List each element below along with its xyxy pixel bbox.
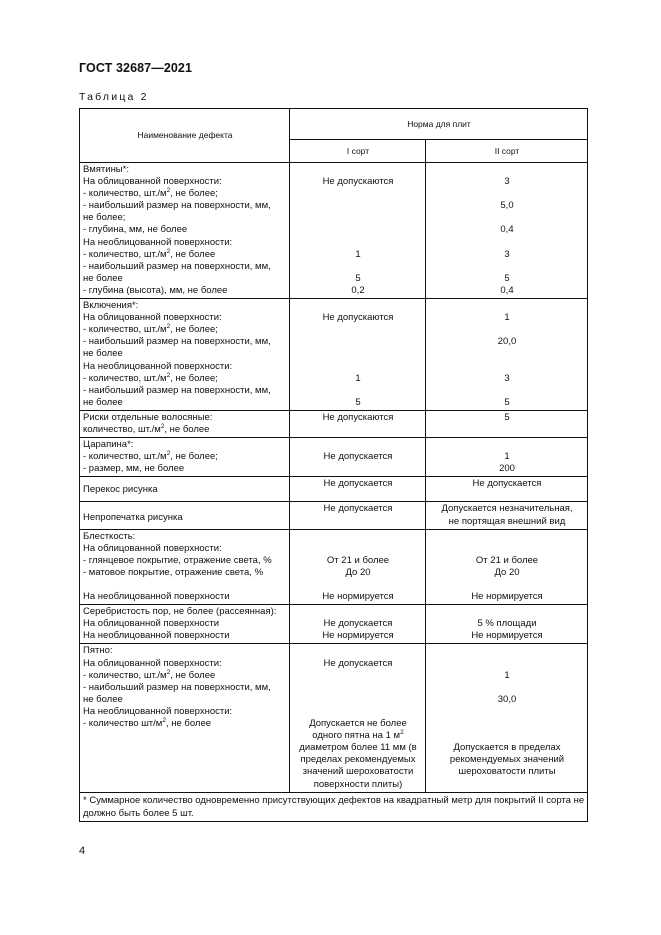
value-line bbox=[429, 706, 585, 718]
grade-1-cell bbox=[290, 605, 426, 644]
text-line: - матовое покрытие, отражение света, % bbox=[83, 566, 264, 578]
text-line: не более; bbox=[83, 212, 126, 224]
value-line: Не допускается bbox=[323, 478, 393, 490]
text-line: - количество, $шт./м^2$, не более; bbox=[83, 187, 218, 200]
table-row bbox=[80, 299, 588, 411]
value-line: 1 bbox=[504, 312, 510, 324]
value-line bbox=[293, 706, 423, 718]
text-line: не более bbox=[83, 396, 123, 408]
defect-title: Царапина*: bbox=[83, 439, 134, 451]
value-line: 200 bbox=[499, 463, 515, 475]
defect-title: Риски отдельные волосяные: bbox=[83, 411, 213, 423]
text-line: - количество $шт/м^2$, не более bbox=[83, 717, 212, 730]
value-line: не портящая внешний вид bbox=[448, 515, 566, 527]
text-line bbox=[83, 779, 287, 791]
value-line: 0,4 bbox=[500, 224, 514, 236]
value-line bbox=[293, 348, 423, 360]
text-line: - количество, $шт./м^2$, не более; bbox=[83, 323, 218, 336]
defect-title: Пятно: bbox=[83, 645, 113, 657]
value-line: 5 bbox=[355, 396, 361, 408]
table-row bbox=[80, 644, 588, 792]
value-line: 3 bbox=[504, 248, 510, 260]
defect-title: Непропечатка рисунка bbox=[83, 512, 183, 524]
value-line: Не допускается bbox=[472, 478, 542, 490]
text-line bbox=[83, 766, 287, 778]
grade-1-cell bbox=[290, 410, 426, 437]
value-line bbox=[293, 531, 423, 543]
value-line: До 20 bbox=[345, 566, 371, 578]
defect-name-cell bbox=[80, 605, 290, 644]
text-line: - глубина (высота), мм, не более bbox=[83, 284, 228, 296]
value-line bbox=[429, 682, 585, 694]
header-grade-1: I сорт bbox=[290, 140, 426, 163]
value-line: Допускается незначительная, bbox=[441, 503, 573, 515]
value-line bbox=[429, 261, 585, 273]
text-line bbox=[83, 742, 287, 754]
value-line: Не нормируется bbox=[471, 591, 543, 603]
value-line bbox=[429, 606, 585, 618]
value-line bbox=[293, 579, 423, 591]
text-line: На необлицованной поверхности: bbox=[83, 705, 233, 717]
value-line: Не допускается bbox=[323, 451, 393, 463]
footnote: * Суммарное количество одновременно присутствующих дефектов на квадратный метр для покрытий II сорта не должно быть более 5 шт. bbox=[80, 792, 588, 821]
text-line: - количество, $шт./м^2$, не более; bbox=[83, 371, 218, 384]
grade-1-cell bbox=[290, 529, 426, 605]
value-line bbox=[429, 718, 585, 730]
value-line bbox=[293, 300, 423, 312]
value-line bbox=[293, 164, 423, 176]
value-line bbox=[429, 348, 585, 360]
table-row bbox=[80, 605, 588, 644]
table-row bbox=[80, 163, 588, 299]
value-line bbox=[293, 682, 423, 694]
value-line bbox=[293, 439, 423, 451]
grade-2-cell bbox=[426, 605, 588, 644]
value-line: значений шероховатости bbox=[302, 766, 414, 778]
value-line: пределах рекомендуемых bbox=[300, 754, 416, 766]
value-line: 30,0 bbox=[497, 693, 517, 705]
defect-name-cell bbox=[80, 299, 290, 411]
table-row bbox=[80, 410, 588, 437]
page-number: 4 bbox=[79, 845, 86, 857]
value-line bbox=[293, 200, 423, 212]
text-line: - глубина, мм, не более bbox=[83, 224, 188, 236]
value-line bbox=[293, 463, 423, 475]
grade-1-cell bbox=[290, 644, 426, 792]
grade-2-cell bbox=[426, 410, 588, 437]
value-line bbox=[429, 164, 585, 176]
value-line bbox=[429, 188, 585, 200]
value-line: До 20 bbox=[494, 566, 520, 578]
value-line bbox=[293, 361, 423, 373]
table-row bbox=[80, 502, 588, 529]
value-line: Не нормируется bbox=[322, 591, 394, 603]
header-defect-name: Наименование дефекта bbox=[80, 109, 290, 163]
value-line: 3 bbox=[504, 176, 510, 188]
defect-title: Перекос рисунка bbox=[83, 484, 158, 496]
defect-title: Блесткость: bbox=[83, 530, 136, 542]
value-line: Не допускается bbox=[323, 503, 393, 515]
grade-2-cell bbox=[426, 502, 588, 529]
text-line: На необлицованной поверхности: bbox=[83, 236, 233, 248]
value-line: Не допускается bbox=[323, 618, 393, 630]
value-line bbox=[293, 336, 423, 348]
defect-title: Вмятины*: bbox=[83, 164, 129, 175]
value-line: 5 bbox=[504, 272, 510, 284]
value-line bbox=[429, 658, 585, 670]
value-line: диаметром более 11 мм (в bbox=[299, 742, 417, 754]
value-line: 5 bbox=[355, 272, 361, 284]
value-line: 5 bbox=[504, 411, 510, 423]
value-line: От 21 и более bbox=[326, 554, 390, 566]
value-line bbox=[429, 424, 585, 436]
value-line bbox=[293, 212, 423, 224]
text-line: - количество, $шт./м^2$, не более bbox=[83, 247, 216, 260]
text-line: не более bbox=[83, 693, 123, 705]
text-line: На необлицованной поверхности: bbox=[83, 360, 233, 372]
value-line bbox=[293, 324, 423, 336]
value-line: 5 % площади bbox=[477, 618, 537, 630]
value-line bbox=[429, 531, 585, 543]
value-line: Не допускается bbox=[323, 657, 393, 669]
value-line bbox=[293, 543, 423, 555]
value-line: Не допускаются bbox=[322, 176, 394, 188]
table-row bbox=[80, 529, 588, 605]
text-line: На необлицованной поверхности bbox=[83, 630, 230, 642]
value-line: Не нормируется bbox=[471, 630, 543, 642]
defect-name-cell bbox=[80, 502, 290, 529]
defect-name-cell bbox=[80, 529, 290, 605]
value-line bbox=[293, 606, 423, 618]
text-line: На облицованной поверхности bbox=[83, 618, 220, 630]
text-line: - количество, $шт./м^2$, не более; bbox=[83, 450, 218, 463]
grade-1-cell bbox=[290, 438, 426, 477]
text-line bbox=[83, 579, 287, 591]
grade-1-cell bbox=[290, 163, 426, 299]
value-line bbox=[429, 543, 585, 555]
text-line bbox=[83, 730, 287, 742]
value-line bbox=[293, 261, 423, 273]
text-line: На облицованной поверхности: bbox=[83, 176, 222, 188]
text-line: - наибольший размер на поверхности, мм, bbox=[83, 681, 271, 693]
defect-name-cell bbox=[80, 163, 290, 299]
value-line: Допускается в пределах bbox=[453, 742, 561, 754]
text-line: - наибольший размер на поверхности, мм, bbox=[83, 200, 271, 212]
text-line: количество, $шт./м^2$, не более bbox=[83, 422, 210, 435]
defect-name-cell bbox=[80, 644, 290, 792]
value-line bbox=[429, 237, 585, 249]
value-line bbox=[429, 439, 585, 451]
table-row bbox=[80, 477, 588, 502]
value-line: 20,0 bbox=[497, 336, 517, 348]
value-line: одного пятна на 1 $м^2$ bbox=[312, 729, 404, 742]
text-line: не более bbox=[83, 348, 123, 360]
text-line: - размер, мм, не более bbox=[83, 463, 185, 475]
defect-title: Включения*: bbox=[83, 300, 139, 312]
value-line bbox=[429, 212, 585, 224]
value-line bbox=[429, 779, 585, 791]
value-line: Не допускаются bbox=[322, 411, 394, 423]
defect-title: Серебристость пор, не более (рассеянная): bbox=[83, 606, 277, 618]
value-line: 5,0 bbox=[500, 200, 514, 212]
text-line: - наибольший размер на поверхности, мм, bbox=[83, 384, 271, 396]
defects-table bbox=[79, 108, 588, 822]
grade-2-cell bbox=[426, 529, 588, 605]
header-grade-2: II сорт bbox=[426, 140, 588, 163]
grade-1-cell bbox=[290, 502, 426, 529]
value-line bbox=[293, 224, 423, 236]
table-row bbox=[80, 438, 588, 477]
defect-name-cell bbox=[80, 477, 290, 502]
value-line bbox=[293, 694, 423, 706]
text-line: На облицованной поверхности: bbox=[83, 312, 222, 324]
value-line bbox=[429, 645, 585, 657]
grade-1-cell bbox=[290, 477, 426, 502]
text-line: - глянцевое покрытие, отражение света, % bbox=[83, 554, 272, 566]
value-line: 0,2 bbox=[351, 284, 365, 296]
value-line: Не нормируется bbox=[322, 630, 394, 642]
value-line: От 21 и более bbox=[475, 554, 539, 566]
value-line: Не допускаются bbox=[322, 312, 394, 324]
header-norm: Норма для плит bbox=[290, 109, 588, 140]
grade-1-cell bbox=[290, 299, 426, 411]
table-caption: Таблица 2 bbox=[79, 91, 149, 103]
text-line: На облицованной поверхности: bbox=[83, 657, 222, 669]
grade-2-cell bbox=[426, 163, 588, 299]
text-line: На облицованной поверхности: bbox=[83, 542, 222, 554]
defect-name-cell bbox=[80, 438, 290, 477]
grade-2-cell bbox=[426, 438, 588, 477]
value-line: 1 bbox=[355, 372, 361, 384]
value-line: Допускается не более bbox=[309, 718, 407, 730]
value-line bbox=[429, 579, 585, 591]
text-line bbox=[83, 754, 287, 766]
text-line: - наибольший размер на поверхности, мм, bbox=[83, 260, 271, 272]
value-line: 5 bbox=[504, 396, 510, 408]
value-line bbox=[293, 237, 423, 249]
document-header: ГОСТ 32687—2021 bbox=[79, 61, 193, 75]
text-line: - наибольший размер на поверхности, мм, bbox=[83, 336, 271, 348]
grade-2-cell bbox=[426, 477, 588, 502]
value-line: 3 bbox=[504, 372, 510, 384]
value-line: 1 bbox=[504, 669, 510, 681]
value-line bbox=[293, 385, 423, 397]
grade-2-cell bbox=[426, 644, 588, 792]
value-line: рекомендуемых значений bbox=[449, 754, 565, 766]
footnote-row bbox=[80, 792, 588, 821]
text-line: На необлицованной поверхности bbox=[83, 591, 230, 603]
value-line bbox=[429, 361, 585, 373]
value-line bbox=[429, 300, 585, 312]
defect-name-cell bbox=[80, 410, 290, 437]
value-line: поверхности плиты) bbox=[313, 778, 403, 790]
text-line: - количество, $шт./м^2$, не более bbox=[83, 668, 216, 681]
value-line: шероховатости плиты bbox=[458, 766, 556, 778]
value-line bbox=[293, 424, 423, 436]
value-line bbox=[429, 730, 585, 742]
value-line: 1 bbox=[504, 451, 510, 463]
text-line: не более bbox=[83, 272, 123, 284]
value-line: 0,4 bbox=[500, 284, 514, 296]
value-line bbox=[429, 324, 585, 336]
value-line bbox=[293, 670, 423, 682]
value-line bbox=[429, 385, 585, 397]
value-line bbox=[293, 645, 423, 657]
value-line bbox=[293, 188, 423, 200]
value-line: 1 bbox=[355, 248, 361, 260]
grade-2-cell bbox=[426, 299, 588, 411]
